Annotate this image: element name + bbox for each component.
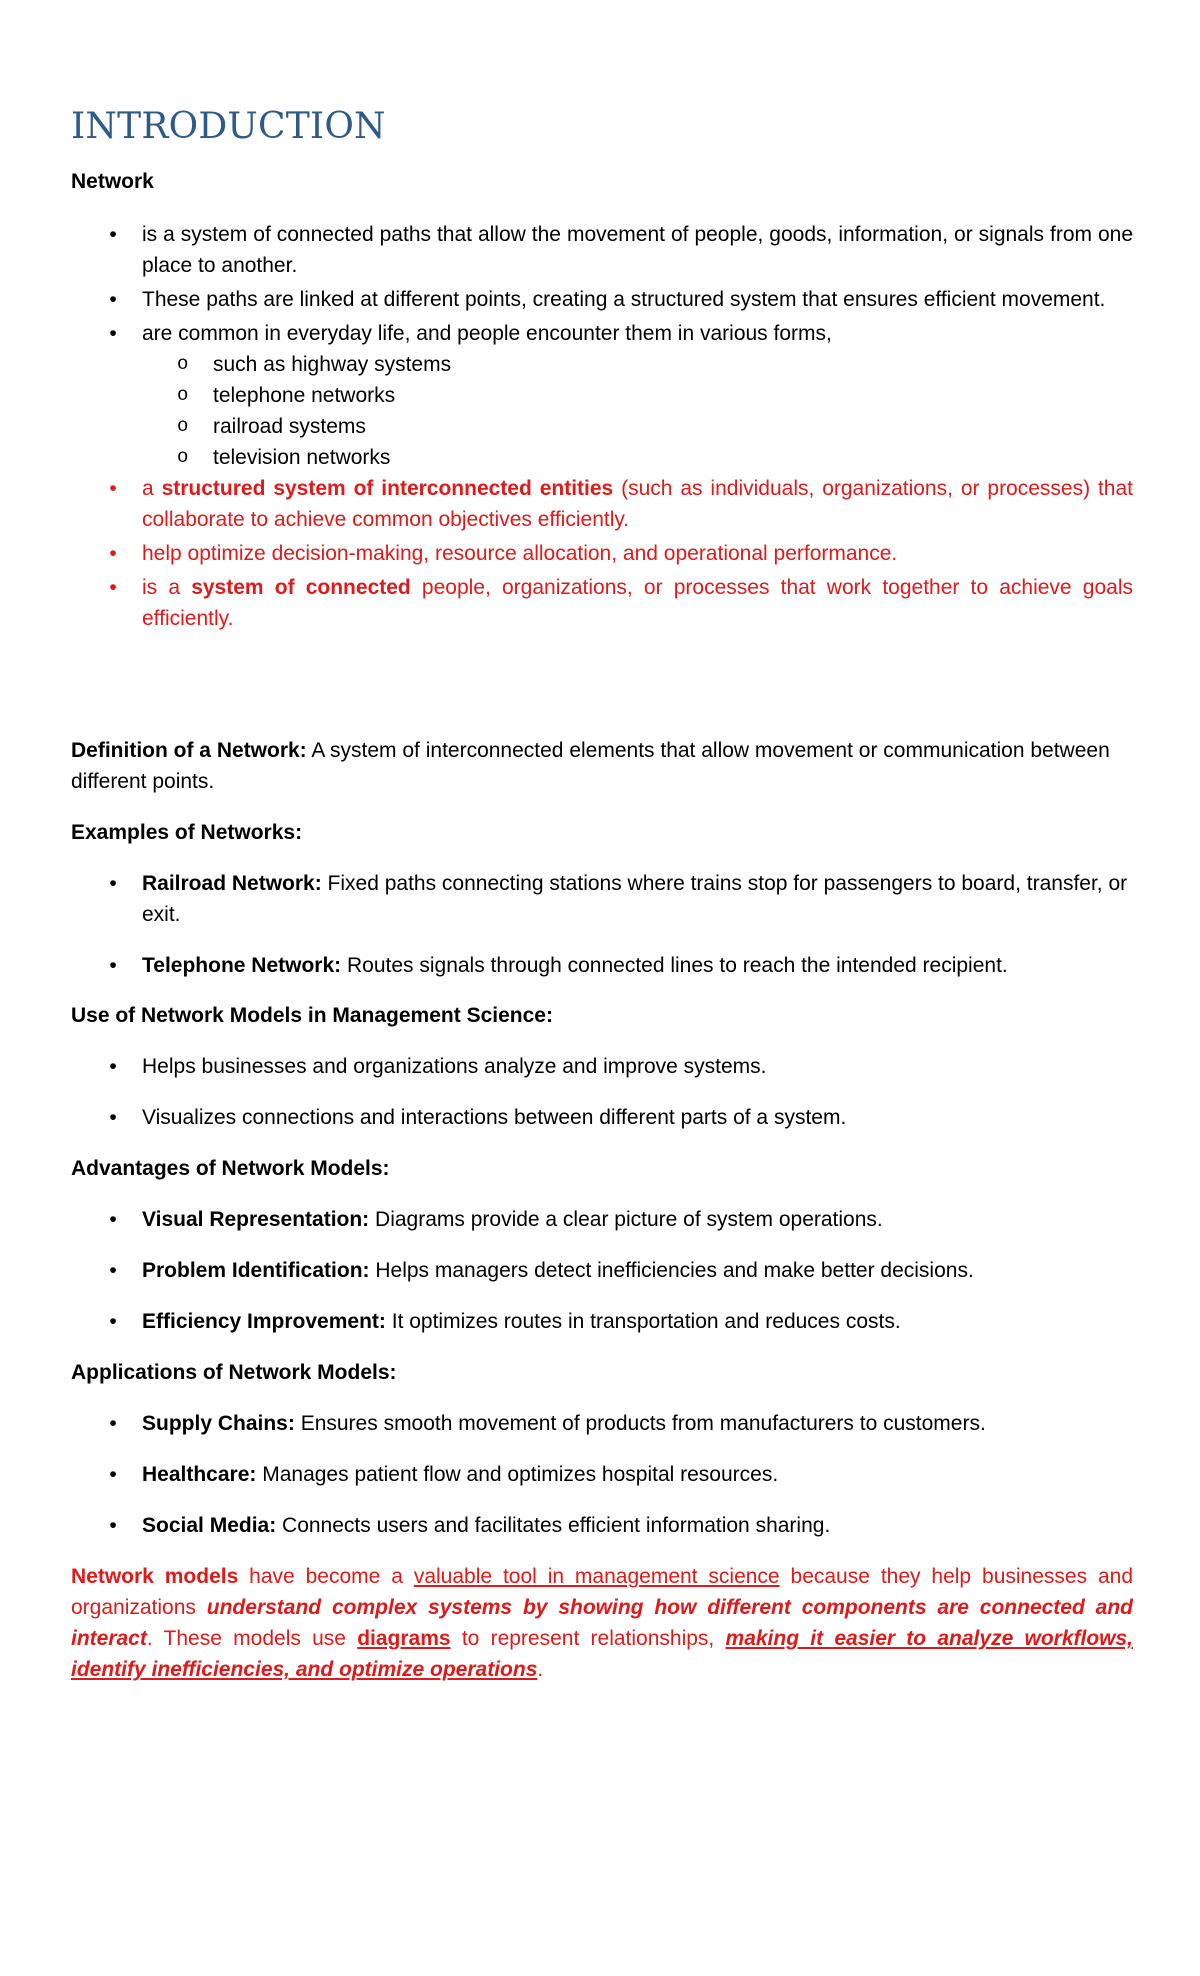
advantages-heading: Advantages of Network Models: (71, 1157, 390, 1180)
applications-list (71, 1408, 1133, 1541)
closing-bold-italic: understand complex systems by showing how different components are connected and interact (71, 1596, 1134, 1650)
sub-list-item-text: such as highway systems (213, 353, 452, 376)
list-item (71, 950, 1133, 981)
closing-bold-italic-underlined: making it easier to analyze workflows, identify inefficiencies, and optimize operations (71, 1627, 1134, 1681)
item-label: Visual Representation: (142, 1208, 370, 1231)
advantages-list (71, 1204, 1133, 1337)
bullet-icon: • (109, 1412, 117, 1435)
list-item (71, 284, 1133, 315)
bullet-icon: • (109, 954, 117, 977)
sub-list-item (71, 411, 1133, 442)
bullet-icon: • (109, 288, 117, 311)
list-item (71, 1255, 1133, 1286)
red-text: (such as individuals, organizations, or processes) that collaborate to achieve common objectives efficiently. (142, 477, 1134, 531)
list-item-text: These paths are linked at different points, creating a structured system that ensures efficient movement. (142, 288, 1106, 311)
bullet-icon: • (109, 1106, 117, 1129)
use-list (71, 1051, 1133, 1133)
sub-list-item (71, 349, 1133, 380)
circle-bullet-icon: o (177, 415, 189, 437)
sub-list-item-text: railroad systems (213, 415, 366, 438)
item-text: Helps businesses and organizations analyze and improve systems. (142, 1055, 767, 1078)
closing-text: because they help businesses and organizations (71, 1565, 1134, 1619)
closing-underlined: valuable tool in management science (413, 1565, 780, 1588)
bullet-icon: • (109, 1055, 117, 1078)
bullet-icon: • (109, 477, 117, 500)
list-item-text: is a system of connected paths that allow the movement of people, goods, information, or signals from one place to another. (142, 223, 1133, 277)
bullet-icon: • (109, 322, 117, 345)
examples-heading: Examples of Networks: (71, 821, 303, 844)
closing-text: have become a (238, 1565, 414, 1588)
bullet-icon: • (109, 1310, 117, 1333)
list-item (71, 1408, 1133, 1439)
circle-bullet-icon: o (177, 353, 189, 375)
closing-text: . (537, 1658, 544, 1681)
closing-bold: Network models (71, 1565, 239, 1588)
list-item (71, 1510, 1133, 1541)
sub-list-item (71, 442, 1133, 473)
item-text: It optimizes routes in transportation and reduces costs. (385, 1310, 901, 1333)
item-text: Manages patient flow and optimizes hospital resources. (256, 1463, 779, 1486)
bullet-icon: • (109, 1208, 117, 1231)
use-heading: Use of Network Models in Management Science: (71, 1004, 553, 1027)
list-item (71, 1102, 1133, 1133)
list-item (71, 868, 1133, 930)
applications-heading: Applications of Network Models: (71, 1361, 397, 1384)
definition-text: A system of interconnected elements that allow movement or communication between different points. (71, 739, 1110, 793)
item-text: Connects users and facilitates efficient information sharing. (276, 1514, 831, 1537)
list-item (71, 1459, 1133, 1490)
sub-list-item-text: television networks (213, 446, 391, 469)
bullet-icon: • (109, 542, 117, 565)
bullet-icon: • (109, 576, 117, 599)
bullet-icon: • (109, 1463, 117, 1486)
item-label: Telephone Network: (142, 954, 342, 977)
network-label: Network (71, 170, 154, 193)
list-item-text: are common in everyday life, and people encounter them in various forms, (142, 322, 832, 345)
page-title: INTRODUCTION (71, 106, 386, 147)
item-text: Routes signals through connected lines to reach the intended recipient. (341, 954, 1008, 977)
bullet-icon: • (109, 1259, 117, 1282)
definition-paragraph (71, 735, 1133, 797)
circle-bullet-icon: o (177, 384, 189, 406)
bullet-icon: • (109, 872, 117, 895)
examples-list (71, 868, 1133, 981)
red-text: is a (142, 576, 192, 599)
list-item (71, 1306, 1133, 1337)
list-item (71, 572, 1133, 634)
list-item (71, 473, 1133, 535)
item-text: Fixed paths connecting stations where trains stop for passengers to board, transfer, or exit. (142, 872, 1128, 926)
item-text: Ensures smooth movement of products from manufacturers to customers. (294, 1412, 986, 1435)
red-text: a (142, 477, 162, 500)
item-label: Supply Chains: (142, 1412, 295, 1435)
bullet-icon: • (109, 1514, 117, 1537)
list-item (71, 219, 1133, 281)
red-text: help optimize decision-making, resource allocation, and operational performance. (142, 542, 898, 565)
circle-bullet-icon: o (177, 446, 189, 468)
list-item (71, 1051, 1133, 1082)
red-bold-text: structured system of interconnected entities (161, 477, 614, 500)
item-text: Diagrams provide a clear picture of system operations. (369, 1208, 883, 1231)
closing-text: . These models use (146, 1627, 358, 1650)
list-item (71, 1204, 1133, 1235)
list-item (71, 538, 1133, 569)
item-label: Healthcare: (142, 1463, 257, 1486)
sub-list-item-text: telephone networks (213, 384, 396, 407)
item-label: Problem Identification: (142, 1259, 370, 1282)
closing-bold-underlined: diagrams (357, 1627, 451, 1650)
item-label: Social Media: (142, 1514, 277, 1537)
item-label: Railroad Network: (142, 872, 322, 895)
item-text: Visualizes connections and interactions between different parts of a system. (142, 1106, 847, 1129)
closing-text: to represent relationships, (450, 1627, 726, 1650)
list-item (71, 318, 1133, 349)
network-bullet-list (71, 219, 1133, 634)
sub-list-item (71, 380, 1133, 411)
red-text: people, organizations, or processes that work together to achieve goals efficiently. (142, 576, 1133, 630)
red-bold-text: system of connected (191, 576, 411, 599)
bullet-icon: • (109, 223, 117, 246)
definition-label: Definition of a Network: (71, 739, 307, 762)
item-label: Efficiency Improvement: (142, 1310, 386, 1333)
closing-paragraph (71, 1561, 1133, 1685)
item-text: Helps managers detect inefficiencies and make better decisions. (369, 1259, 974, 1282)
